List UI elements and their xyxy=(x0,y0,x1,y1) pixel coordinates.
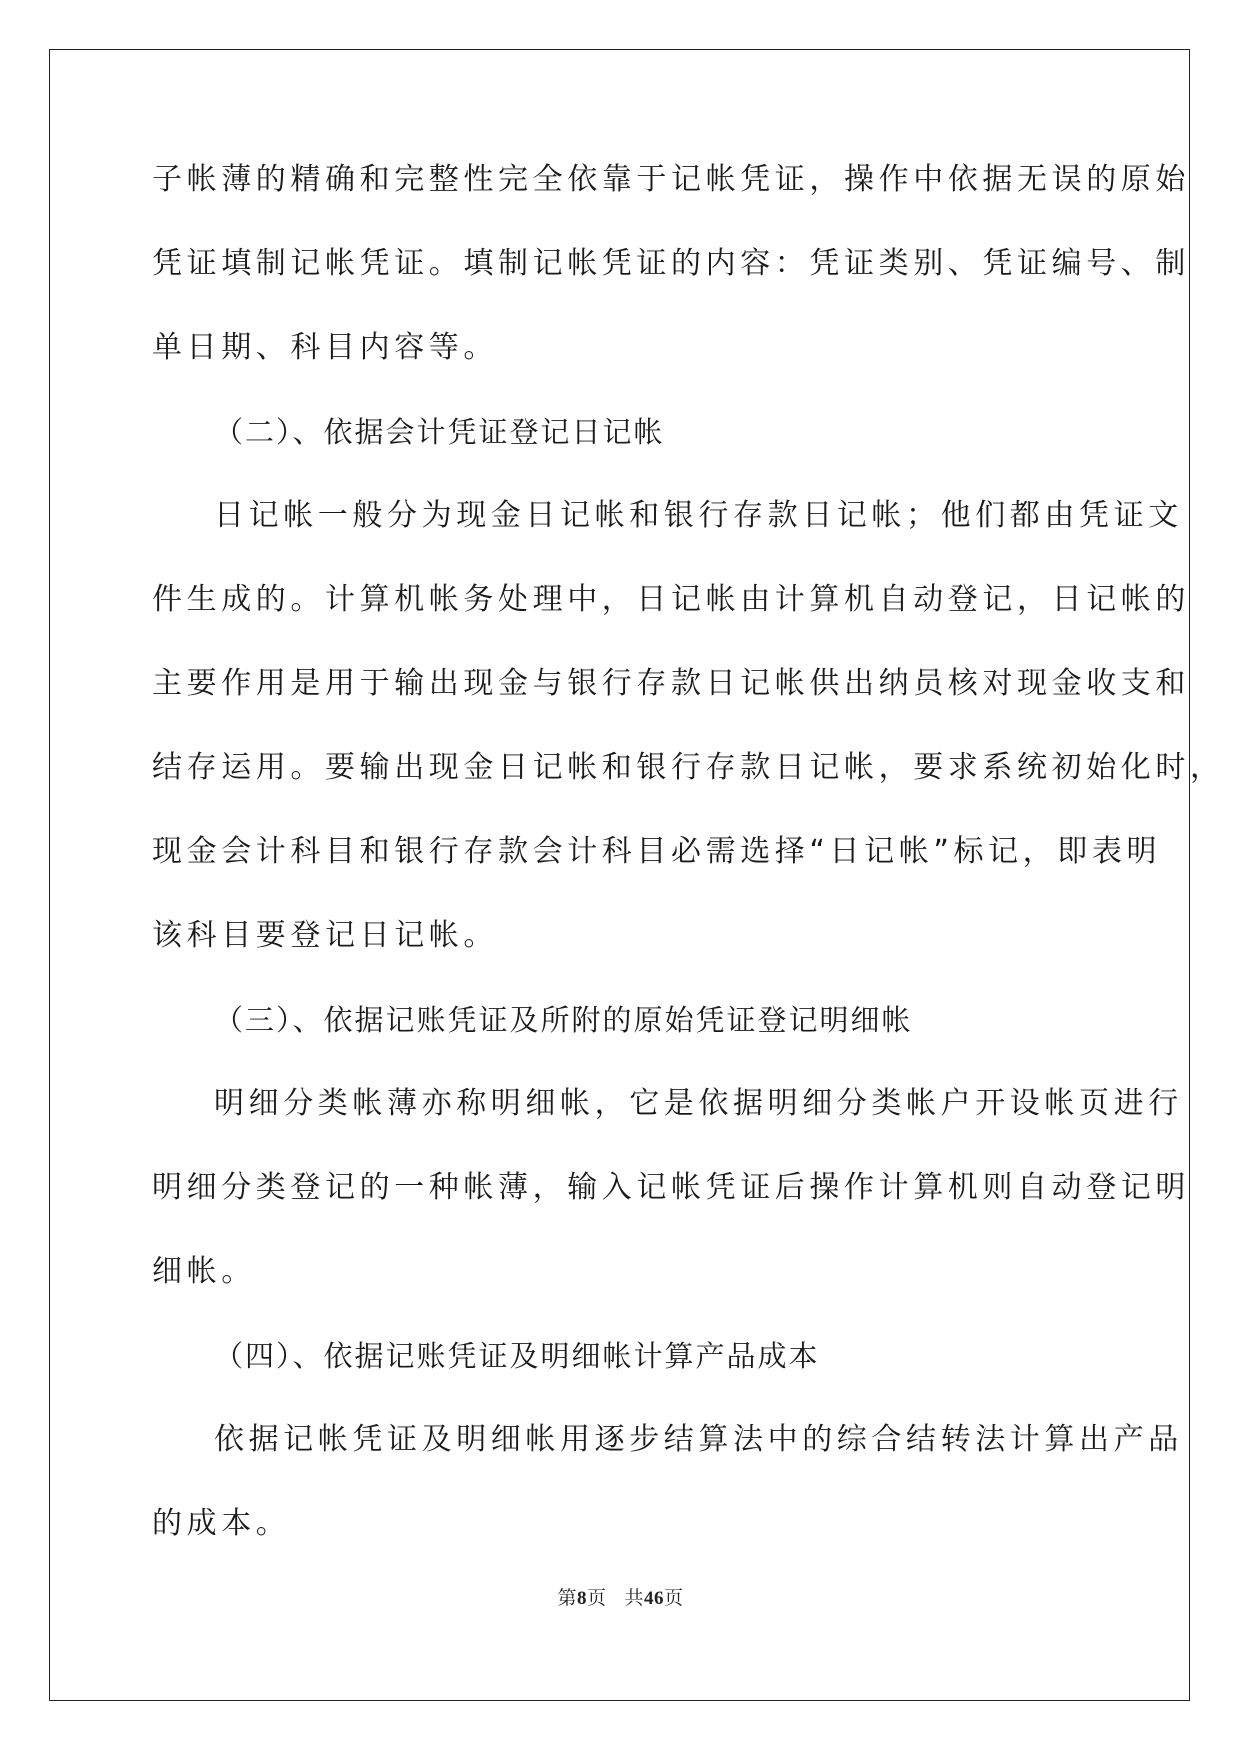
page-number: 8 xyxy=(576,1588,587,1609)
body-line: 凭证填制记帐凭证。填制记帐凭证的内容：凭证类别、凭证编号、制 xyxy=(152,246,1190,281)
paragraph-first-line: 依据记帐凭证及明细帐用逐步结算法中的综合结转法计算出产品 xyxy=(214,1422,1183,1457)
total-pages: 46 xyxy=(644,1588,665,1609)
body-line: 单日期、科目内容等。 xyxy=(152,330,498,365)
body-line: 子帐薄的精确和完整性完全依靠于记帐凭证，操作中依据无误的原始 xyxy=(152,162,1190,197)
body-line: 该科目要登记日记帐。 xyxy=(152,918,498,953)
paragraph-first-line: 日记帐一般分为现金日记帐和银行存款日记帐；他们都由凭证文 xyxy=(214,498,1183,533)
body-line: 明细分类登记的一种帐薄，输入记帐凭证后操作计算机则自动登记明 xyxy=(152,1170,1190,1205)
total-prefix: 共 xyxy=(624,1588,645,1609)
page-prefix: 第 xyxy=(557,1588,577,1609)
page-footer xyxy=(0,1583,1241,1610)
section-heading-3: （三）、依据记账凭证及所附的原始凭证登记明细帐 xyxy=(214,1003,913,1037)
total-suffix: 页 xyxy=(664,1588,684,1609)
body-line: 的成本。 xyxy=(152,1506,291,1541)
body-line: 主要作用是用于输出现金与银行存款日记帐供出纳员核对现金收支和 xyxy=(152,666,1190,701)
body-line: 细帐。 xyxy=(152,1254,256,1289)
body-line: 件生成的。计算机帐务处理中，日记帐由计算机自动登记，日记帐的 xyxy=(152,582,1190,617)
body-line: 现金会计科目和银行存款会计科目必需选择“日记帐”标记，即表明 xyxy=(152,834,1162,869)
paragraph-first-line: 明细分类帐薄亦称明细帐，它是依据明细分类帐户开设帐页进行 xyxy=(214,1086,1183,1121)
body-line: 结存运用。要输出现金日记帐和银行存款日记帐，要求系统初始化时， xyxy=(152,750,1225,785)
page-suffix: 页 xyxy=(586,1588,607,1609)
section-heading-4: （四）、依据记账凭证及明细帐计算产品成本 xyxy=(214,1339,820,1373)
section-heading-2: （二）、依据会计凭证登记日记帐 xyxy=(214,415,665,449)
